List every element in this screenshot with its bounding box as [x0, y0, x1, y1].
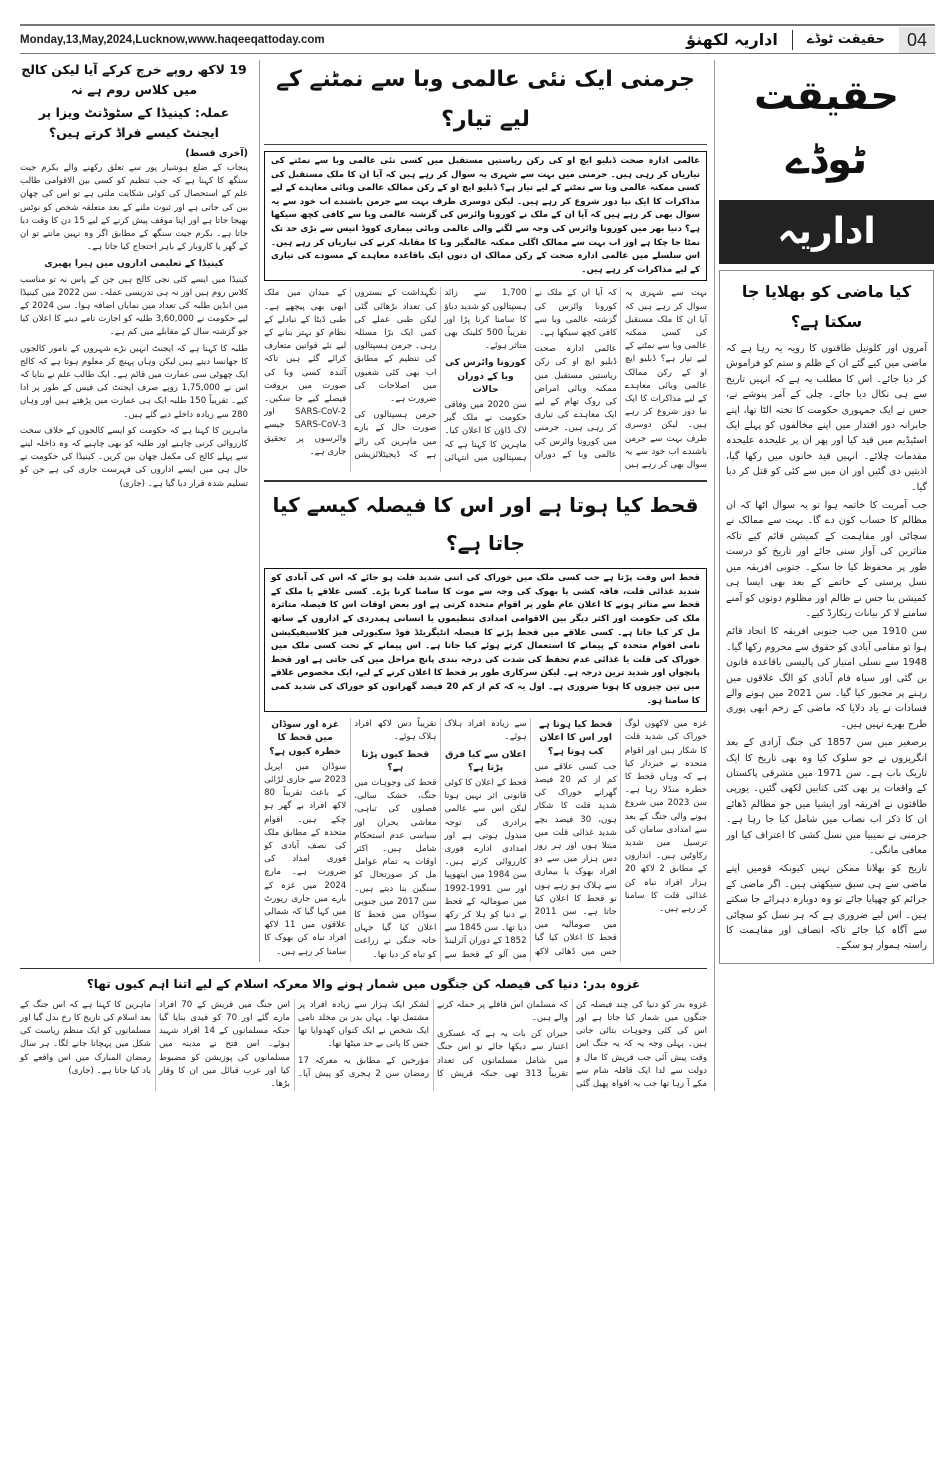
badr-body	[20, 999, 707, 1091]
editorial-column	[714, 60, 934, 1091]
subheading: غزہ اور سوڈان میں قحط کا خطرہ کیوں ہے؟	[269, 719, 342, 757]
subheading: اعلان سے کیا فرق پڑتا ہے؟	[445, 748, 526, 773]
article-divider	[264, 480, 707, 482]
paragraph: بہت سے شہری یہ سوال کر رہے ہیں کہ آیا ان کا ملک مستقبل کی کسی ممکنہ عالمی وبا سے نمٹنے کے لیے تیار ہے؟ ڈبلیو ایچ او کے رکن ممالک عالمی وبائی معاہدے کے لیے مذاکرات کا ایک نیا دور شروع کر رہے ہیں۔ لیکن دوسری طرف بہت سے جرمن باشندے اب خود سے یہ سوال بھی کر رہے ہیں کہ آیا ان کے ملک نے کورونا وائرس کی گزشتہ عالمی وبا سے کافی کچھ سیکھا ہے۔	[534, 288, 707, 470]
paragraph: سن 1910 میں جب جنوبی افریقہ کا اتحاد قائم ہوا تو مقامی آبادی کو حقوق سے محروم رکھا گیا۔ 1948 سے نسلی امتیاز کی پالیسی باقاعدہ قانون بن گئی اور سیاہ فام آبادی کو الگ علاقوں میں رہنے پر مجبور کیا گیا۔ سن 2021 میں ہونے والے فسادات نے یاد دلایا کہ ماضی کے زخم ابھی پوری طرح بھرے نہیں ہیں۔	[726, 626, 927, 730]
headline-rule	[264, 144, 707, 145]
germany-headline: جرمنی ایک نئی عالمی وبا سے نمٹنے کے لیے تیار؟	[276, 67, 695, 132]
installment-label: (آخری قسط)	[185, 148, 248, 159]
editorial-headline: کیا ماضی کو بھلایا جا سکتا ہے؟	[741, 282, 912, 331]
masthead-logo: حقیقت ٹوڈے	[753, 73, 900, 183]
middle-column	[259, 60, 707, 962]
badr-article	[20, 968, 707, 1091]
dateline: Monday,13,May,2024,Lucknow,www.haqeeqattoday.com	[20, 33, 325, 46]
paragraph: جب کسی علاقے میں کم از کم 20 فیصد گھرانے خوراک کی شدید قلت کا شکار ہوں، 30 فیصد بچے شدید غذائی قلت میں مبتلا ہوں اور ہر روز دس ہزار میں سے دو افراد بھوک یا بیماری سے ہلاک ہو رہے ہوں تو قحط کا اعلان کیا جاتا ہے۔ سن 2011 میں صومالیہ میں قحط کا اعلان کیا گیا جس میں ڈھائی لاکھ سے زیادہ افراد ہلاک ہوئے۔	[444, 719, 617, 957]
paragraph: قحط کے اعلان کا کوئی قانونی اثر نہیں ہوتا لیکن اس سے عالمی برادری کی توجہ مبذول ہوتی ہے اور امدادی ادارے فوری کارروائی کرتے ہیں۔ سن 1984 میں ایتھوپیا اور سن 1991-1992 میں صومالیہ کے قحط نے دنیا کو ہلا کر رکھ دیا تھا۔ سن 1845 سے 1852 کے دوران آئرلینڈ میں آلو کے قحط سے تقریباً دس لاکھ افراد ہلاک ہوئے۔	[354, 719, 527, 960]
editorial-body	[726, 341, 927, 954]
paragraph: غزہ میں لاکھوں لوگ خوراک کی شدید قلت کا شکار ہیں اور اقوام متحدہ نے خبردار کیا ہے کہ وہاں قحط کا خطرہ منڈلا رہا ہے۔ سن 2023 میں شروع ہونے والی جنگ کے بعد سے امدادی سامان کی ترسیل میں شدید رکاوٹیں ہیں۔ اندازوں کے مطابق 2 لاکھ 20 ہزار افراد تباہ کن غذائی قلت کا سامنا کر رہے ہیں۔	[624, 719, 708, 914]
paragraph: جب آمریت کا خاتمہ ہوا تو یہ سوال اٹھا کہ ان مظالم کا حساب کون دے گا۔ بہت سے ممالک نے سچائی اور مفاہمت کے کمیشن قائم کیے تاکہ متاثرین کی آواز سنی جائے اور تاریخ کو درست طور پر محفوظ کیا جا سکے۔ جنوبی افریقہ میں نسل پرستی کے خاتمے کے بعد بھی ایسا ہی کمیشن بنا جس نے ظالم اور مظلوم دونوں کو آمنے سامنے لا کر بیانات ریکارڈ کیے۔	[726, 500, 927, 619]
germany-body-columns	[264, 287, 707, 472]
subheading: کینیڈا کے تعلیمی اداروں میں ہیرا پھیری	[44, 258, 224, 270]
paragraph: جرمن ہسپتالوں کی صورت حال کے بارے میں ماہرین کی رائے ہے کہ ڈیجیٹلائزیشن کے میدان میں ملک ابھی بھی پیچھے ہے۔ طبی ڈیٹا کے تبادلے کے نظام کو بہتر بنانے کے لیے نئے قوانین متعارف کرائے گئے ہیں تاکہ آئندہ کسی وبا کی صورت میں بروقت فیصلے کیے جا سکیں۔ SARS-CoV-2 اور SARS-CoV-3 جیسے وائرسوں پر تحقیق جاری ہے۔	[264, 288, 437, 460]
germany-summary-box: عالمی ادارہ صحت ڈبلیو ایچ او کی رکن ریاستیں مستقبل میں کسی نئی عالمی وبا سے نمٹنے کی تیاریاں کر رہی ہیں۔ جرمنی میں بہت سے شہری یہ سوال کر رہے ہیں کہ آیا ان کا ملک مستقبل کی کسی ممکنہ عالمی وبا سے نمٹنے کے لیے تیار ہے؟ ڈبلیو ایچ او کے رکن ممالک عالمی وبائی معاہدے کے لیے مذاکرات کا ایک نیا دور شروع کر رہے ہیں۔ لیکن دوسری طرف بہت سے جرمن باشندے اب خود سے یہ سوال بھی کر رہے ہیں کہ آیا ان کے ملک نے کورونا وائرس کی گزشتہ عالمی وبا سے کافی کچھ سیکھا ہے؟ دنیا بھر میں کورونا وائرس کی وجہ سے لگنے والی عالمی وبائی بیماری کووڈ انیس سے بڑی حد تک نمٹا جا چکا ہے اور اب بہت سے ممالک اگلی ممکنہ عالمگیر وبا کا مقابلہ کرنے کی تیاریاں کر رہے ہیں۔ اس سلسلے میں عالمی ادارہ صحت کے رکن ممالک ان دنوں ایک باقاعدہ معاہدے کے مسودے کی تیاری کے لیے مذاکرات کر رہے ہیں۔	[264, 151, 707, 281]
canada-body	[20, 162, 248, 491]
page-grid	[20, 60, 935, 1091]
famine-body-columns	[264, 718, 707, 962]
editorial-label: اداریہ	[719, 200, 934, 264]
paragraph: تاریخ کو بھلانا ممکن نہیں کیونکہ قومیں اپنے ماضی سے ہی سبق سیکھتی ہیں۔ اگر ماضی کے جرائم کو چھپایا جائے تو وہ دوبارہ دہرائے جا سکتے ہیں۔ اس لیے ضروری ہے کہ ہر نسل کو سچائی سے آگاہ کیا جائے تاکہ انصاف اور مفاہمت کا راستہ ہموار ہو سکے۔	[726, 863, 927, 952]
famine-headline: قحط کیا ہوتا ہے اور اس کا فیصلہ کیسے کیا جاتا ہے؟	[272, 493, 699, 556]
paragraph: قحط کی وجوہات میں جنگ، خشک سالی، فصلوں کی تباہی، معاشی بحران اور سیاسی عدم استحکام شامل ہیں۔ اکثر اوقات یہ تمام عوامل مل کر صورتحال کو سنگین بنا دیتے ہیں۔ سن 2017 میں جنوبی سوڈان میں قحط کا اعلان کیا گیا جہاں خانہ جنگی نے زراعت کو تباہ کر دیا تھا۔	[354, 777, 437, 960]
subheading: قحط کیا ہوتا ہے اور اس کا اعلان کب ہوتا ہے؟	[539, 719, 613, 757]
paragraph: ماہرین کا کہنا ہے کہ اس جنگ کے بعد اسلام کی تاریخ کا رخ بدل گیا اور مسلمانوں کو ایک منظم ریاست کی شکل میں پہچانا جانے لگا۔ ہر سال رمضان المبارک میں اس واقعے کو یاد کیا جاتا ہے۔ (جاری)	[20, 999, 151, 1076]
header-right	[686, 27, 935, 53]
header-logo: حقیقت ٹوڈے	[806, 32, 885, 47]
famine-summary-box: قحط اس وقت پڑتا ہے جب کسی ملک میں خوراک کی اتنی شدید قلت ہو جائے کہ اس کی آبادی کو شدید غذائی قلت، فاقہ کشی یا بھوک کی وجہ سے موت کا سامنا کرنا پڑے۔ کسی علاقے یا ملک کے قحط سے متاثر ہونے کا اعلان عام طور پر اقوام متحدہ کرتی ہے اور بعض اوقات اس کا فیصلہ متاثرہ ملک کی حکومت اور اکثر دیگر بین الاقوامی امدادی تنظیموں یا انسانی ہمدردی کے اداروں کے ساتھ مل کر کیا جاتا ہے۔ کسی علاقے میں قحط پڑنے کا فیصلہ انٹیگریٹڈ فوڈ سکیورٹی فیز کلاسیفیکیشن نامی اقوام متحدہ کے پیمانے کا استعمال کرتے ہوئے کیا جاتا ہے۔ اس پیمانے کے تحت کسی ملک میں خوراک کی قلت یا غذائی عدم تحفظ کی شدت کی درجہ بندی پانچ مراحل میں کی جاتی ہے اور قحط پانچواں اور شدید ترین درجہ ہے۔ لیکن سرکاری طور پر قحط کا اعلان کرنے کے لیے، ایک مخصوص علاقے میں تین چیزوں کا ہونا ضروری ہے۔ اول یہ کہ کم از کم 20 فیصد گھرانوں کو خوراک کی شدید کمی کا سامنا ہو۔	[264, 568, 707, 712]
canada-headline-1: 19 لاکھ روپے خرچ کرکے آیا لیکن کالج میں کلاس روم ہے نہ	[21, 62, 247, 97]
paragraph: سن 2020 میں وفاقی حکومت نے ملک گیر لاک ڈاؤن کا اعلان کیا۔ ماہرین کا کہنا ہے کہ ہسپتالوں میں انتہائی نگہداشت کے بستروں کی تعداد بڑھائی گئی لیکن طبی عملے کی کمی ایک بڑا مسئلہ رہی۔ جرمن ہسپتالوں کی تنظیم کے مطابق اب بھی کئی شعبوں میں اصلاحات کی ضرورت ہے۔	[354, 288, 527, 463]
page-number: 04	[899, 27, 935, 53]
paragraph: کینیڈا میں ایسے کئی نجی کالج ہیں جن کے پاس نہ تو مناسب کلاس روم ہیں اور نہ ہی تدریسی عملہ۔ سن 2022 میں کینیڈا میں انڈین طلبہ کی تعداد میں نمایاں اضافہ ہوا۔ سن 2024 کے لیے حکومت نے 3,60,000 طلبہ کو اجازت نامے دینے کا اعلان کیا جو گزشتہ سال کے مقابلے میں کم ہے۔	[20, 274, 248, 338]
top-bar	[20, 24, 935, 54]
paragraph: ماہرین کا کہنا ہے کہ حکومت کو ایسے کالجوں کے خلاف سخت کارروائی کرنی چاہیے اور طلبہ کو بھی چاہیے کہ وہ داخلہ لینے سے پہلے کالج کی مکمل چھان بین کریں۔ کینیڈا کی حکومت نے حال ہی میں ایسے اداروں کی فہرست جاری کی ہے جن کو تسلیم شدہ قرار دیا گیا ہے۔ (جاری)	[20, 425, 248, 489]
badr-headline: غزوہ بدر: دنیا کی فیصلہ کن جنگوں میں شمار ہونے والا معرکہ اسلام کے لیے اتنا اہم کیوں تھا؟	[86, 976, 641, 991]
paragraph: حیران کن بات یہ ہے کہ عسکری اعتبار سے دیکھا جائے تو اس جنگ میں شامل مسلمانوں کی تعداد تقریباً 313 تھی جبکہ قریش کا لشکر ایک ہزار سے زیادہ افراد پر مشتمل تھا۔ یہاں بدر بن مخلد نامی ایک شخص نے ایک کنواں کھدوایا تھا جس کا پانی بے حد میٹھا تھا۔	[298, 999, 568, 1079]
paragraph: سوڈان میں اپریل 2023 سے جاری لڑائی کے باعث تقریباً 80 لاکھ افراد بے گھر ہو چکے ہیں۔ اقوام متحدہ کے مطابق ملک کی نصف آبادی کو فوری امداد کی ضرورت ہے۔ مارچ 2024 میں غزہ کے بارے میں جاری رپورٹ میں کہا گیا کہ شمالی علاقوں میں 11 لاکھ افراد تباہ کن بھوک کا سامنا کر رہے ہیں۔	[264, 761, 347, 957]
paragraph: برصغیر میں سن 1857 کی جنگ آزادی کے بعد انگریزوں نے جو سلوک کیا وہ بھی تاریخ کا ایک تاریک باب ہے۔ سن 1971 میں مشرقی پاکستان کے واقعات پر بھی کئی کتابیں لکھی گئیں۔ یورپی طاقتوں نے افریقہ اور ایشیا میں جو مظالم ڈھائے ان کا ذکر اب نصاب میں شامل کیا جا رہا ہے۔ جرمنی نے نمیبیا میں نسل کشی کا اعتراف کیا اور معافی مانگی۔	[726, 737, 927, 856]
paragraph: پنجاب کے ضلع ہوشیار پور سے تعلق رکھنے والے بکرم جیت سنگھ کا کہنا ہے کہ جب تنظیم کو کسی بین الاقوامی طالب علم کے استحصال کی کوئی شکایت ملتی ہے تو اس کی چھان بین کی جاتی ہے اور ثبوت ملنے کے بعد متعلقہ شخص کو نوٹس بھیجا جاتا ہے اور اپنا موقف پیش کرنے کے لیے 15 دن کا وقت دیا جاتا ہے۔ بکرم جیت سنگھ کے مطابق اگر وہ نہیں مانتے تو ان کے گھر یا کاروبار کے باہر احتجاج کیا جاتا ہے۔	[20, 163, 248, 253]
paragraph: مؤرخین کے مطابق یہ معرکہ 17 رمضان سن 2 ہجری کو پیش آیا۔ اس جنگ میں قریش کے 70 افراد مارے گئے اور 70 کو قیدی بنایا گیا جبکہ مسلمانوں کے 14 افراد شہید ہوئے۔ اس فتح نے مدینہ میں مسلمانوں کی پوزیشن کو مضبوط کیا اور عرب قبائل میں ان کا وقار بڑھا۔	[159, 999, 429, 1089]
paragraph: غزوہ بدر کو دنیا کی چند فیصلہ کن جنگوں میں شمار کیا جاتا ہے اور اس کی کئی وجوہات بتائی جاتی ہیں۔ پہلی وجہ یہ کہ یہ جنگ اس وقت پیش آئی جب قریش کا مال و دولت سے لدا ایک قافلہ شام سے مکے آ رہا تھا جب یہ افواہ پھیل گئی کہ مسلمان اس قافلے پر حملہ کرنے والے ہیں۔	[437, 999, 707, 1089]
canada-headline-2: عملہ: کینیڈا کے سٹوڈنٹ ویزا پر ایجنٹ کیسے فراڈ کرتے ہیں؟	[38, 105, 230, 140]
paragraph: عالمی ادارہ صحت ڈبلیو ایچ او کی رکن ریاستیں مستقبل میں ممکنہ وبائی امراض کی روک تھام کے لیے ایک معاہدے کی تیاری کر رہی ہیں۔ جرمنی میں کورونا وائرس کی عالمی وبا کے دوران 1,700 سے زائد ہسپتالوں کو شدید دباؤ کا سامنا کرنا پڑا اور تقریباً 500 کلینک بھی متاثر ہوئے۔	[444, 288, 617, 460]
canada-article	[20, 60, 252, 962]
subheading: قحط کیوں پڑتا ہے؟	[361, 748, 430, 773]
paragraph: طلبہ کا کہنا ہے کہ ایجنٹ انہیں بڑے شہروں کے نامور کالجوں کا جھانسا دیتے ہیں لیکن وہاں پہنچ کر معلوم ہوتا ہے کہ کالج ایک چھوٹی سی عمارت میں قائم ہے۔ ایک طالب علم نے بتایا کہ اس نے 1,75,000 روپے صرف ایجنٹ کی فیس کے طور پر ادا کیے۔ تقریباً 150 طلبہ ایک ہی عمارت میں پڑھتے ہیں اور وہاں 280 سے زیادہ داخلے دیے گئے ہیں۔	[20, 343, 248, 420]
paragraph: آمروں اور کلونیل طاقتوں کا رویہ یہ رہا ہے کہ ماضی میں کیے گئے ان کے ظلم و ستم کو فراموش کر دیا جائے۔ اس کا مطلب یہ ہے کہ انہیں تاریخ سے ہی نکال دیا جائے۔ چلی کے آمر پنوشے نے، جس نے ایک جمہوری حکومت کا تختہ الٹا تھا، اپنے جابرانہ دور اقتدار میں اپنے مخالفوں کو پہلے ایک اسٹیڈیم میں قید کیا اور پھر ان پر علیحدہ علیحدہ مقدمات چلائے۔ انہیں قید خانوں میں رکھا گیا، اذیتیں دی گئیں اور ان میں سے کئی کو قتل کر دیا گیا۔	[726, 343, 927, 493]
editorial-box	[719, 270, 934, 964]
header-divider	[792, 30, 793, 50]
section-title: اداریہ لکھنؤ	[686, 30, 778, 49]
subheading: کورونا وائرس کی وبا کے دوران حالات	[445, 357, 526, 395]
